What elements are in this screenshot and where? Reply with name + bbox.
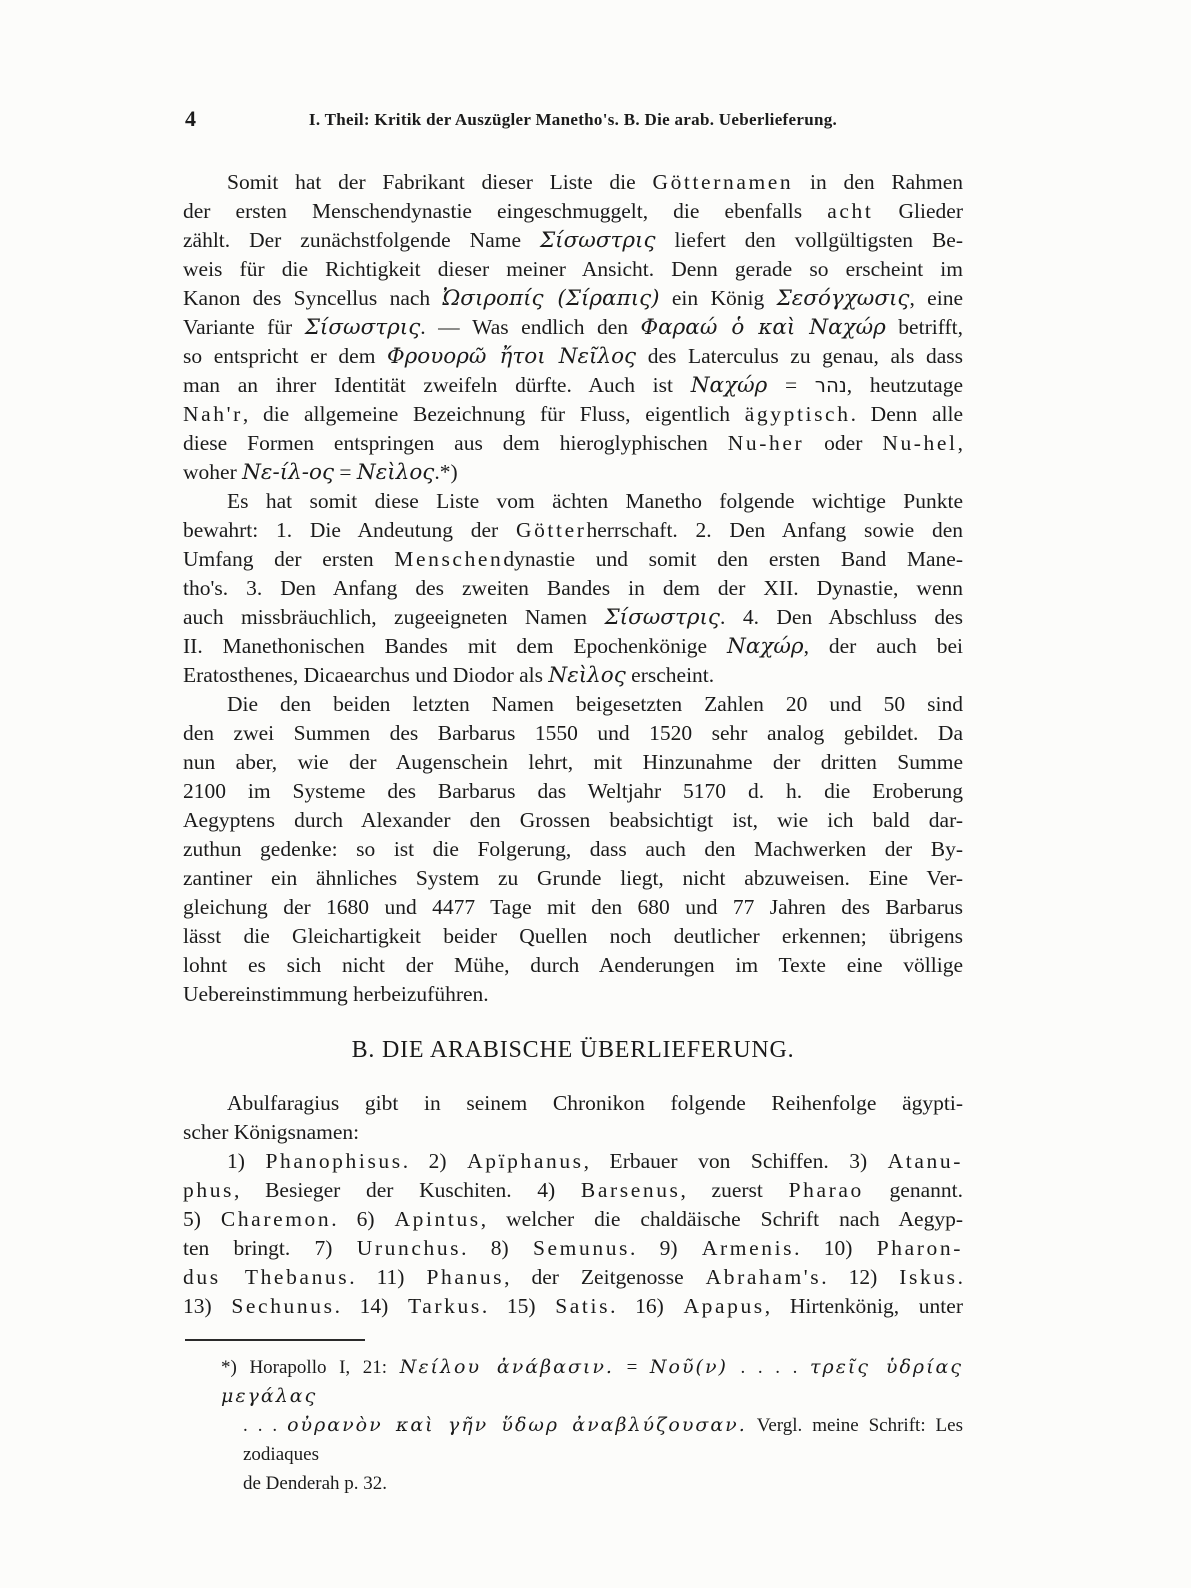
text-segment: , der auch bei bbox=[803, 634, 963, 658]
paragraph-2 bbox=[183, 487, 963, 690]
text-segment: = bbox=[334, 460, 357, 484]
text-segment: Glieder bbox=[873, 199, 963, 223]
text-segment: in den Rahmen bbox=[793, 170, 963, 194]
text-segment: ein König bbox=[659, 286, 777, 310]
text-segment: scher Königsnamen: bbox=[183, 1120, 360, 1144]
text-line bbox=[183, 1176, 963, 1205]
text-segment: . 11) bbox=[349, 1265, 427, 1289]
text-segment: genannt. bbox=[863, 1178, 963, 1202]
text-line bbox=[183, 806, 963, 835]
text-line bbox=[183, 922, 963, 951]
text-segment: Somit hat der Fabrikant dieser Liste die bbox=[227, 170, 653, 194]
text-block bbox=[183, 106, 963, 1498]
text-line bbox=[183, 864, 963, 893]
text-segment: Atanu- bbox=[887, 1149, 963, 1173]
text-segment: . 12) bbox=[821, 1265, 900, 1289]
text-line bbox=[183, 1292, 963, 1321]
text-segment: 2100 im Systeme des Barbarus das Weltjahr 5170 d. h. die Eroberung bbox=[183, 779, 963, 803]
text-line bbox=[183, 458, 963, 487]
text-segment: Apapus bbox=[683, 1294, 765, 1318]
text-segment: = bbox=[613, 1357, 650, 1378]
text-line bbox=[183, 661, 963, 690]
text-line bbox=[183, 1089, 963, 1118]
text-line bbox=[183, 1234, 963, 1263]
greek-text: Νε-ίλ-ος bbox=[242, 460, 335, 485]
text-segment: tho's. 3. Den Anfang des zweiten Bandes in dem der XII. Dynastie, wenn bbox=[183, 576, 963, 600]
text-line bbox=[183, 603, 963, 632]
text-segment: Kanon des Syncellus nach bbox=[183, 286, 443, 310]
text-segment: . 10) bbox=[794, 1236, 877, 1260]
text-line bbox=[183, 574, 963, 603]
greek-text: Σίσωστρις bbox=[539, 228, 656, 253]
text-segment: de Denderah p. 32. bbox=[243, 1473, 388, 1494]
text-segment: Iskus bbox=[899, 1265, 958, 1289]
greek-text: Νεὶλος bbox=[356, 460, 435, 485]
text-segment: Barsenus bbox=[580, 1178, 681, 1202]
text-line bbox=[183, 719, 963, 748]
text-line bbox=[183, 690, 963, 719]
text-segment: 13) bbox=[183, 1294, 232, 1318]
text-segment: zählt. Der zunächstfolgende Name bbox=[183, 228, 540, 252]
text-segment: des Laterculus zu genau, als dass bbox=[636, 344, 964, 368]
text-segment: . . . bbox=[243, 1415, 288, 1436]
text-segment: Phanophisus bbox=[265, 1149, 403, 1173]
text-line bbox=[183, 400, 963, 429]
text-segment: Pharon- bbox=[876, 1236, 963, 1260]
text-segment: . — Was endlich den bbox=[420, 315, 641, 339]
text-segment: Abulfaragius gibt in seinem Chronikon folgende Reihenfolge ägypti- bbox=[227, 1091, 963, 1115]
greek-text: Σεσόγχωσις bbox=[776, 286, 910, 311]
text-line bbox=[183, 893, 963, 922]
text-segment: Armenis bbox=[701, 1236, 795, 1260]
text-segment: Nu-hel bbox=[882, 431, 958, 455]
text-segment: lässt die Gleichartigkeit beider Quellen noch deutlicher erkennen; übrigens bbox=[183, 924, 963, 948]
text-segment: , bbox=[957, 431, 963, 455]
greek-text: τρεῖς ὑδρίας μεγάλας bbox=[221, 1356, 963, 1407]
text-segment: gleichung der 1680 und 4477 Tage mit den 680 und 77 Jahren des Barbarus bbox=[183, 895, 963, 919]
text-segment: . bbox=[957, 1265, 963, 1289]
text-segment: dynastie und somit den ersten Band Mane- bbox=[503, 547, 963, 571]
text-segment: Vergl. meine Schrift: Les zodiaques bbox=[243, 1415, 963, 1465]
greek-text: Νείλου ἀνάβασιν. bbox=[399, 1356, 614, 1378]
text-segment: 1) bbox=[227, 1149, 266, 1173]
text-segment: . 8) bbox=[461, 1236, 533, 1260]
text-line bbox=[183, 313, 963, 342]
text-line bbox=[183, 1205, 963, 1234]
text-segment: , welcher die chaldäische Schrift nach Aegyp- bbox=[480, 1207, 963, 1231]
text-line bbox=[183, 951, 963, 980]
text-segment: man an ihrer Identität zweifeln dürfte. Auch ist bbox=[183, 373, 691, 397]
text-segment: betrifft, bbox=[885, 315, 963, 339]
text-segment: nun aber, wie der Augenschein lehrt, mit Hinzunahme der dritten Summe bbox=[183, 750, 963, 774]
text-line bbox=[183, 516, 963, 545]
page-number: 4 bbox=[185, 106, 197, 131]
text-segment: , Hirtenkönig, unter bbox=[764, 1294, 963, 1318]
greek-text: οὐρανὸν καὶ γῆν ὕδωρ ἀναβλύζουσαν. bbox=[287, 1414, 747, 1436]
text-segment: zuthun gedenke: so ist die Folgerung, dass auch den Machwerken der By- bbox=[183, 837, 963, 861]
text-segment: , zuerst bbox=[680, 1178, 789, 1202]
greek-text: Σίσωστρις bbox=[304, 315, 421, 340]
text-segment: Menschen bbox=[394, 547, 504, 571]
text-segment: bewahrt: 1. Die Andeutung der bbox=[183, 518, 516, 542]
text-segment: , heutzutage bbox=[846, 373, 963, 397]
text-segment: Phanus bbox=[426, 1265, 505, 1289]
text-segment: 5) bbox=[183, 1207, 221, 1231]
text-segment: Uebereinstimmung herbeizuführen. bbox=[183, 982, 489, 1006]
text-line bbox=[183, 835, 963, 864]
text-segment: Satis bbox=[555, 1294, 611, 1318]
text-segment: so entspricht er dem bbox=[183, 344, 388, 368]
text-segment: Umfang der ersten bbox=[183, 547, 395, 571]
paragraph-3 bbox=[183, 690, 963, 1009]
text-segment: der ersten Menschendynastie eingeschmuggelt, die ebenfalls bbox=[183, 199, 828, 223]
text-segment: Götter bbox=[515, 518, 587, 542]
text-line bbox=[183, 1263, 963, 1292]
text-line bbox=[183, 777, 963, 806]
paragraph-1 bbox=[183, 168, 963, 487]
text-segment: .*) bbox=[434, 460, 458, 484]
text-segment: ten bringt. 7) bbox=[183, 1236, 357, 1260]
running-title: I. Theil: Kritik der Auszügler Manetho's. B. Die arab. Ueberlieferung. bbox=[308, 110, 838, 129]
hebrew-word: נהר bbox=[814, 374, 847, 397]
text-line bbox=[183, 342, 963, 371]
text-segment: = bbox=[767, 373, 815, 397]
text-line bbox=[183, 255, 963, 284]
text-segment: Charemon bbox=[220, 1207, 332, 1231]
text-segment: , Besieger der Kuschiten. 4) bbox=[234, 1178, 581, 1202]
text-line bbox=[221, 1469, 963, 1498]
text-segment: liefert den vollgültigsten Be- bbox=[655, 228, 963, 252]
text-segment: . 4. Den Abschluss des bbox=[719, 605, 963, 629]
text-segment: , Erbauer von Schiffen. 3) bbox=[583, 1149, 888, 1173]
text-segment: . 16) bbox=[610, 1294, 684, 1318]
text-segment: . . . . bbox=[727, 1357, 811, 1378]
text-segment: , der Zeitgenosse bbox=[504, 1265, 706, 1289]
text-segment: Es hat somit diese Liste vom ächten Manetho folgende wichtige Punkte bbox=[227, 489, 963, 513]
text-segment: den zwei Summen des Barbarus 1550 und 1520 sehr analog gebildet. Da bbox=[183, 721, 963, 745]
text-segment: . 14) bbox=[334, 1294, 408, 1318]
greek-text: Ναχώρ bbox=[690, 373, 768, 398]
greek-text: Ὠσιροπίς (Σίραπις) bbox=[442, 286, 660, 311]
text-line bbox=[183, 197, 963, 226]
text-line bbox=[183, 226, 963, 255]
text-line bbox=[183, 429, 963, 458]
text-segment: Eratosthenes, Dicaearchus und Diodor als bbox=[183, 663, 549, 687]
text-segment: Abraham's bbox=[705, 1265, 822, 1289]
paragraph-4 bbox=[183, 1089, 963, 1147]
text-segment: Apïphanus bbox=[467, 1149, 584, 1173]
text-line bbox=[183, 371, 963, 400]
text-segment: acht bbox=[827, 199, 874, 223]
footnote bbox=[221, 1353, 963, 1498]
greek-text: Φρουορῶ ἤτοι Νεῖλος bbox=[387, 344, 637, 369]
text-segment: . 15) bbox=[481, 1294, 556, 1318]
text-segment: , eine bbox=[909, 286, 963, 310]
text-segment: auch missbräuchlich, zugeeigneten Namen bbox=[183, 605, 605, 629]
text-segment: Urunchus bbox=[356, 1236, 462, 1260]
text-segment: phus bbox=[183, 1178, 235, 1202]
greek-text: Σίσωστρις bbox=[604, 605, 720, 630]
footnote-rule bbox=[185, 1339, 365, 1341]
text-segment: Variante für bbox=[183, 315, 305, 339]
text-segment: Götternamen bbox=[652, 170, 794, 194]
text-segment: . 2) bbox=[402, 1149, 468, 1173]
text-segment: Aegyptens durch Alexander den Grossen beabsichtigt ist, wie ich bald dar- bbox=[183, 808, 963, 832]
text-segment: *) Horapollo I, 21: bbox=[221, 1357, 400, 1378]
greek-text: Νεὶλος bbox=[548, 663, 626, 688]
text-segment: , die allgemeine Bezeichnung für Fluss, eigentlich bbox=[242, 402, 745, 426]
text-segment: zantiner ein ähnliches System zu Grunde liegt, nicht abzuweisen. Eine Ver- bbox=[183, 866, 963, 890]
body-content bbox=[183, 168, 963, 1321]
text-segment: ägyptisch bbox=[744, 402, 851, 426]
text-segment: Apintus bbox=[394, 1207, 481, 1231]
text-line bbox=[183, 980, 963, 1009]
text-segment: Sechunus bbox=[231, 1294, 335, 1318]
text-segment: . Denn alle bbox=[850, 402, 963, 426]
text-line bbox=[183, 632, 963, 661]
text-segment: Semunus bbox=[532, 1236, 631, 1260]
page-header bbox=[183, 106, 963, 136]
text-line bbox=[183, 748, 963, 777]
text-segment: Die den beiden letzten Namen beigesetzten Zahlen 20 und 50 sind bbox=[227, 692, 963, 716]
greek-text: Ναχώρ bbox=[727, 634, 804, 659]
text-line bbox=[183, 1147, 963, 1176]
section-heading: B. DIE ARABISCHE ÜBERLIEFERUNG. bbox=[351, 1037, 795, 1063]
text-segment: woher bbox=[183, 460, 243, 484]
text-segment: weis für die Richtigkeit dieser meiner Ansicht. Denn gerade so erscheint im bbox=[183, 257, 963, 281]
text-segment: erscheint. bbox=[625, 663, 715, 687]
text-segment: . 6) bbox=[331, 1207, 395, 1231]
text-line bbox=[183, 1118, 963, 1147]
paragraph-5-kings-list bbox=[183, 1147, 963, 1321]
text-segment: lohnt es sich nicht der Mühe, durch Aenderungen im Texte eine völlige bbox=[183, 953, 963, 977]
text-segment: diese Formen entspringen aus dem hieroglyphischen bbox=[183, 431, 728, 455]
text-segment: herrschaft. 2. Den Anfang sowie den bbox=[586, 518, 963, 542]
text-segment: II. Manethonischen Bandes mit dem Epochenkönige bbox=[183, 634, 728, 658]
text-segment: Nu-her bbox=[727, 431, 805, 455]
text-line bbox=[183, 284, 963, 313]
text-segment: Tarkus bbox=[408, 1294, 482, 1318]
text-segment: Pharao bbox=[788, 1178, 864, 1202]
text-segment: oder bbox=[804, 431, 883, 455]
text-segment: . 9) bbox=[630, 1236, 702, 1260]
text-line bbox=[221, 1411, 963, 1469]
text-line bbox=[221, 1353, 963, 1411]
greek-text: Νοῦ(ν) bbox=[649, 1356, 728, 1378]
text-segment: dus Thebanus bbox=[183, 1265, 350, 1289]
text-line bbox=[183, 487, 963, 516]
text-line bbox=[183, 168, 963, 197]
greek-text: Φαραώ ὁ καὶ Ναχώρ bbox=[640, 315, 886, 340]
text-segment: Nah'r bbox=[183, 402, 243, 426]
text-line bbox=[183, 545, 963, 574]
